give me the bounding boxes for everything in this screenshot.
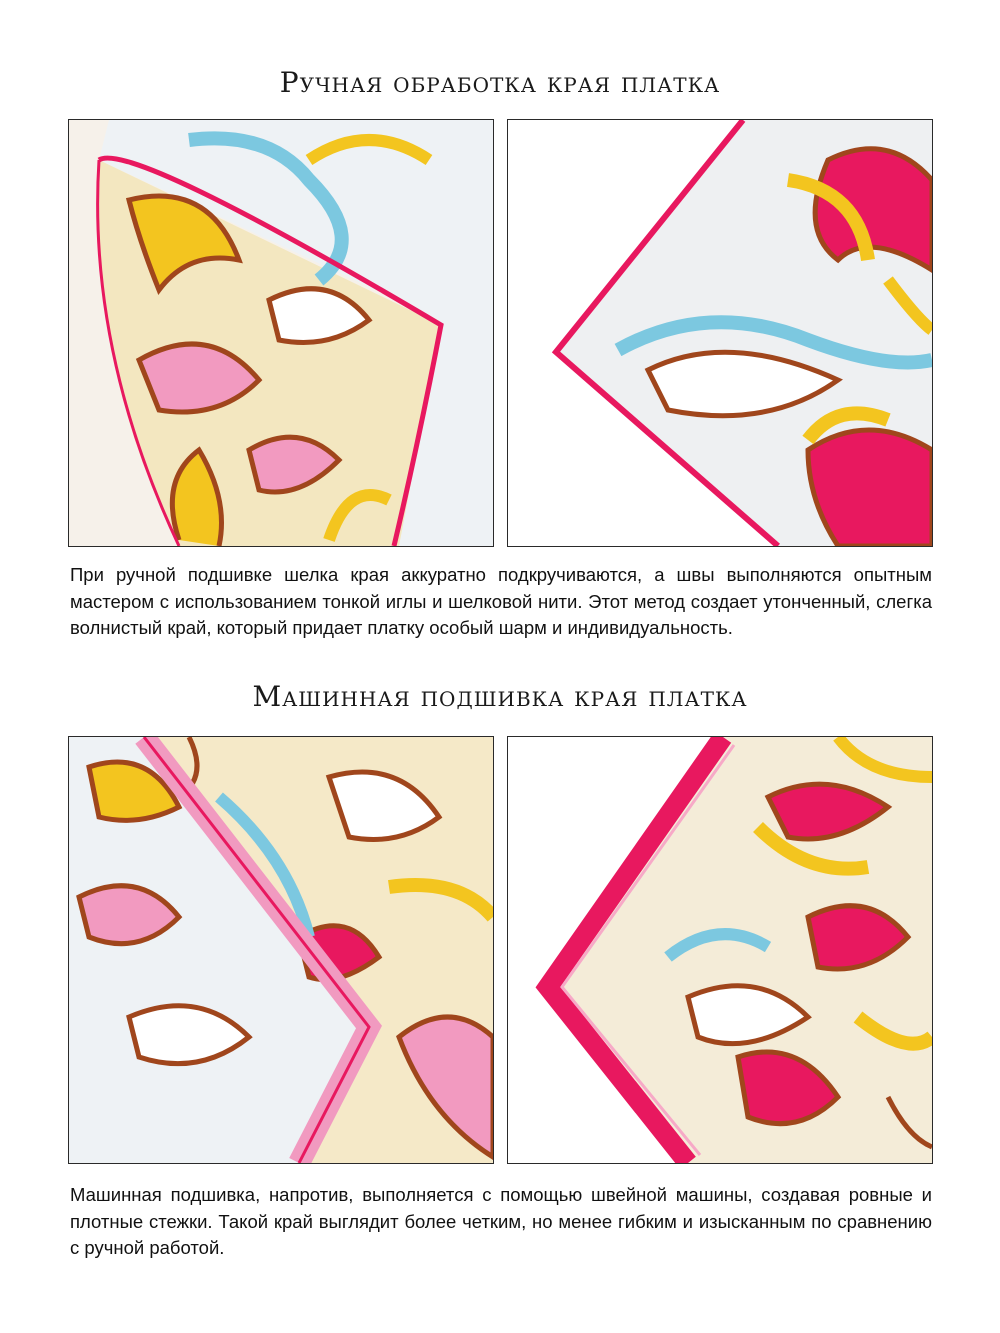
photo-hand-hem-corner xyxy=(507,119,933,547)
section-heading-machine-hem: Машинная подшивка края платка xyxy=(252,680,748,713)
silk-pattern-illustration xyxy=(69,120,493,546)
silk-pattern-illustration xyxy=(508,120,932,546)
section-heading-hand-hem: Ручная обработка края платка xyxy=(279,66,721,99)
silk-pattern-illustration xyxy=(69,737,493,1163)
photo-hand-hem-folded-scarf xyxy=(68,119,494,547)
section-description-hand-hem: При ручной подшивке шелка края аккуратно подкручиваются, а швы выполняются опытным мастером с использованием тонкой иглы и шелковой нити. Этот метод создает утонченный, слегка волнистый край, который придает платку особый шарм и индивидуальность. xyxy=(70,564,932,638)
section-description-machine-hem: Машинная подшивка, напротив, выполняется с помощью швейной машины, создавая ровные и плотные стежки. Такой край выглядит более четким, но менее гибким и изысканным по сравнению с ручной работой. xyxy=(70,1184,932,1258)
photo-machine-hem-folded-scarf xyxy=(68,736,494,1164)
silk-pattern-illustration xyxy=(508,737,932,1163)
photo-machine-hem-corner xyxy=(507,736,933,1164)
